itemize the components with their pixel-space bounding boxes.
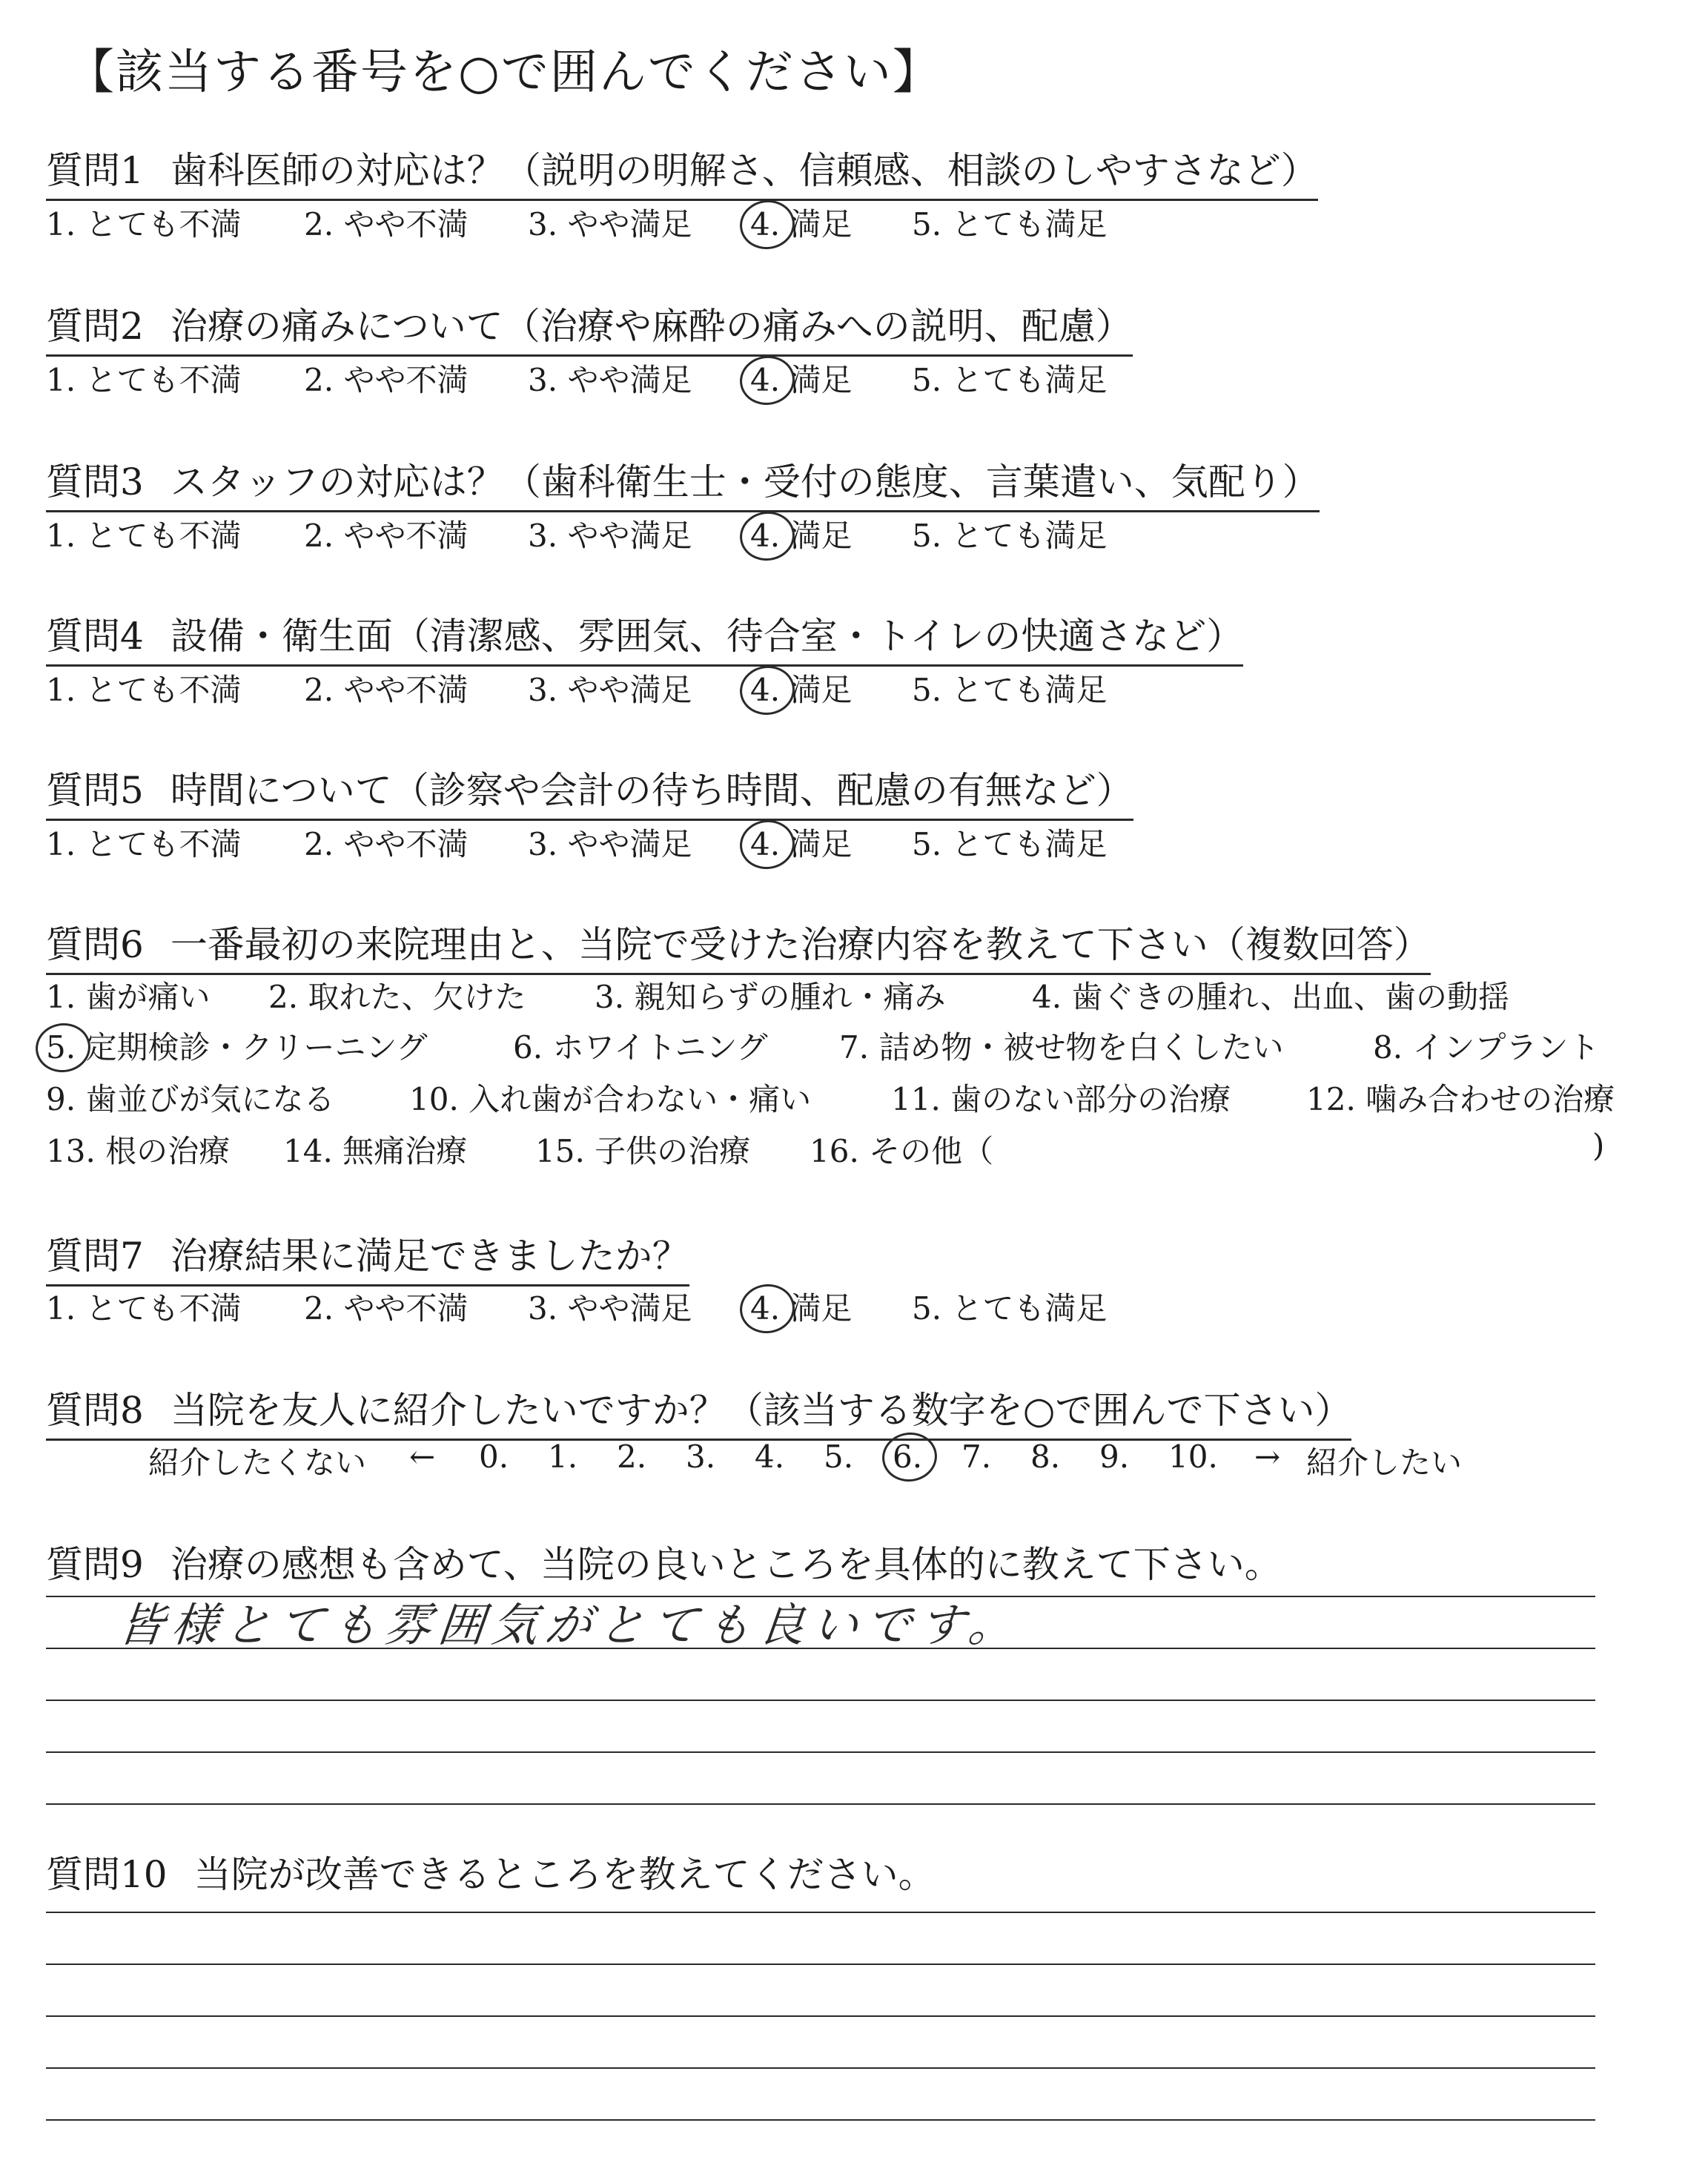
q6-option-9[interactable]: 9. 歯並びが気になる: [46, 1081, 335, 1117]
q5-option-4[interactable]: 4. 満足: [750, 826, 853, 862]
question-10-title: [46, 1845, 936, 1903]
question-7-label: 質問7: [46, 1235, 144, 1278]
question-4-label: 質問4: [46, 615, 144, 658]
q5-option-3[interactable]: 3. やや満足: [528, 826, 692, 862]
question-8-title: [46, 1381, 1351, 1441]
question-2-text: 治療の痛みについて（治療や麻酔の痛みへの説明、配慮）: [170, 305, 1133, 348]
question-1-label: 質問1: [46, 149, 144, 192]
question-8-label: 質問8: [46, 1389, 144, 1432]
q2-option-5[interactable]: 5. とても満足: [912, 362, 1108, 398]
scale-10[interactable]: 10.: [1168, 1439, 1218, 1475]
selection-circle: 4.: [750, 362, 781, 398]
q5-option-5[interactable]: 5. とても満足: [912, 826, 1108, 862]
answer-line[interactable]: [46, 1964, 1595, 1965]
scale-2[interactable]: 2.: [617, 1439, 647, 1475]
question-5-title: [46, 761, 1133, 821]
answer-line[interactable]: [46, 2015, 1595, 2017]
handwritten-answer: 皆様とても雰囲気がとても良いです。: [115, 1598, 1025, 1652]
q3-option-4[interactable]: 4. 満足: [750, 518, 853, 554]
q2-option-2[interactable]: 2. やや不満: [304, 362, 469, 398]
q3-option-1[interactable]: 1. とても不満: [46, 518, 242, 554]
q4-option-4[interactable]: 4. 満足: [750, 672, 853, 708]
question-1-text: 歯科医師の対応は？（説明の明解さ、信頼感、相談のしやすさなど）: [170, 149, 1318, 192]
q2-option-4[interactable]: 4. 満足: [750, 362, 853, 398]
q5-option-2[interactable]: 2. やや不満: [304, 826, 469, 862]
q3-option-2[interactable]: 2. やや不満: [304, 518, 469, 554]
q6-option-2[interactable]: 2. 取れた、欠けた: [268, 979, 526, 1015]
selection-circle: 4.: [750, 1290, 781, 1327]
question-9-text: 治療の感想も含めて、当院の良いところを具体的に教えて下さい。: [170, 1543, 1282, 1586]
q6-option-16[interactable]: 16. その他（: [810, 1133, 994, 1169]
question-9-title: [46, 1535, 1282, 1593]
question-4-text: 設備・衛生面（清潔感、雰囲気、待合室・トイレの快適さなど）: [170, 615, 1244, 658]
q1-option-5[interactable]: 5. とても満足: [912, 206, 1108, 242]
q2-option-3[interactable]: 3. やや満足: [528, 362, 692, 398]
selection-circle: 4.: [750, 206, 781, 242]
q2-option-1[interactable]: 1. とても不満: [46, 362, 242, 398]
question-9-label: 質問9: [46, 1543, 144, 1586]
scale-5[interactable]: 5.: [824, 1439, 854, 1475]
answer-line[interactable]: [46, 1700, 1595, 1701]
q4-option-2[interactable]: 2. やや不満: [304, 672, 469, 708]
answer-line[interactable]: [46, 1803, 1595, 1805]
q7-option-2[interactable]: 2. やや不満: [304, 1290, 469, 1327]
q1-option-4[interactable]: 4. 満足: [750, 206, 853, 242]
q6-option-8[interactable]: 8. インプラント: [1373, 1029, 1600, 1066]
selection-circle: 6.: [893, 1439, 923, 1475]
q1-option-1[interactable]: 1. とても不満: [46, 206, 242, 242]
question-3-title: [46, 452, 1320, 512]
q6-option-10[interactable]: 10. 入れ歯が合わない・痛い: [409, 1081, 812, 1117]
q1-option-2[interactable]: 2. やや不満: [304, 206, 469, 242]
scale-left-label: 紹介したくない: [148, 1444, 367, 1481]
q7-option-4[interactable]: 4. 満足: [750, 1290, 853, 1327]
q7-option-3[interactable]: 3. やや満足: [528, 1290, 692, 1327]
q6-option-3[interactable]: 3. 親知らずの腫れ・痛み: [595, 979, 946, 1015]
q1-option-3[interactable]: 3. やや満足: [528, 206, 692, 242]
q4-option-1[interactable]: 1. とても不満: [46, 672, 242, 708]
q6-option-5[interactable]: 5. 定期検診・クリーニング: [46, 1029, 428, 1066]
q7-option-1[interactable]: 1. とても不満: [46, 1290, 242, 1327]
question-8-text: 当院を友人に紹介したいですか？（該当する数字を○で囲んで下さい）: [170, 1389, 1352, 1432]
scale-9[interactable]: 9.: [1099, 1439, 1130, 1475]
answer-line[interactable]: [46, 1751, 1595, 1753]
question-3-text: スタッフの対応は？（歯科衛生士・受付の態度、言葉遣い、気配り）: [170, 460, 1320, 503]
question-10-text: 当院が改善できるところを教えてください。: [193, 1853, 936, 1896]
question-1-title: [46, 141, 1318, 201]
scale-4[interactable]: 4.: [755, 1439, 785, 1475]
q6-option-15[interactable]: 15. 子供の治療: [535, 1133, 751, 1169]
q6-option-4[interactable]: 4. 歯ぐきの腫れ、出血、歯の動揺: [1032, 979, 1509, 1015]
q6-option-7[interactable]: 7. 詰め物・被せ物を白くしたい: [839, 1029, 1284, 1066]
question-4-title: [46, 607, 1243, 667]
scale-0[interactable]: 0.: [479, 1439, 509, 1475]
q6-option-1[interactable]: 1. 歯が痛い: [46, 979, 211, 1015]
q6-other-close-paren: ): [1592, 1127, 1605, 1163]
question-3-label: 質問3: [46, 460, 144, 503]
instruction-header: 【該当する番号を○で囲んでください】: [67, 45, 941, 100]
question-7-title: [46, 1226, 689, 1287]
q6-option-11[interactable]: 11. 歯のない部分の治療: [891, 1081, 1231, 1117]
question-6-label: 質問6: [46, 923, 144, 966]
q6-option-12[interactable]: 12. 噛み合わせの治療: [1306, 1081, 1615, 1117]
q6-option-6[interactable]: 6. ホワイトニング: [513, 1029, 768, 1066]
q3-option-3[interactable]: 3. やや満足: [528, 518, 692, 554]
selection-circle: 4.: [750, 826, 781, 862]
scale-right-label: 紹介したい: [1306, 1444, 1463, 1481]
q3-option-5[interactable]: 5. とても満足: [912, 518, 1108, 554]
q4-option-3[interactable]: 3. やや満足: [528, 672, 692, 708]
question-7-text: 治療結果に満足できましたか？: [170, 1235, 689, 1278]
q6-option-13[interactable]: 13. 根の治療: [46, 1133, 231, 1169]
question-10-label: 質問10: [46, 1853, 168, 1896]
selection-circle: 4.: [750, 518, 781, 554]
question-2-label: 質問2: [46, 305, 144, 348]
answer-line[interactable]: [46, 2067, 1595, 2069]
question-6-title: [46, 915, 1431, 975]
answer-line[interactable]: [46, 1912, 1595, 1913]
q4-option-5[interactable]: 5. とても満足: [912, 672, 1108, 708]
selection-circle: 5.: [46, 1029, 76, 1066]
q7-option-5[interactable]: 5. とても満足: [912, 1290, 1108, 1327]
question-6-text: 一番最初の来院理由と、当院で受けた治療内容を教えて下さい（複数回答）: [170, 923, 1431, 966]
scale-1[interactable]: 1.: [548, 1439, 578, 1475]
question-5-label: 質問5: [46, 769, 144, 812]
q6-option-14[interactable]: 14. 無痛治療: [283, 1133, 468, 1169]
scale-3[interactable]: 3.: [686, 1439, 716, 1475]
scale-8[interactable]: 8.: [1030, 1439, 1061, 1475]
answer-line[interactable]: [46, 2119, 1595, 2121]
right-arrow-icon: →: [1254, 1439, 1281, 1475]
left-arrow-icon: ←: [409, 1439, 436, 1475]
scale-7[interactable]: 7.: [961, 1439, 992, 1475]
selection-circle: 4.: [750, 672, 781, 708]
scale-6[interactable]: [893, 1439, 922, 1475]
question-5-text: 時間について（診察や会計の待ち時間、配慮の有無など）: [170, 769, 1133, 812]
answer-line[interactable]: [46, 1648, 1595, 1649]
question-2-title: [46, 297, 1133, 357]
q5-option-1[interactable]: 1. とても不満: [46, 826, 242, 862]
